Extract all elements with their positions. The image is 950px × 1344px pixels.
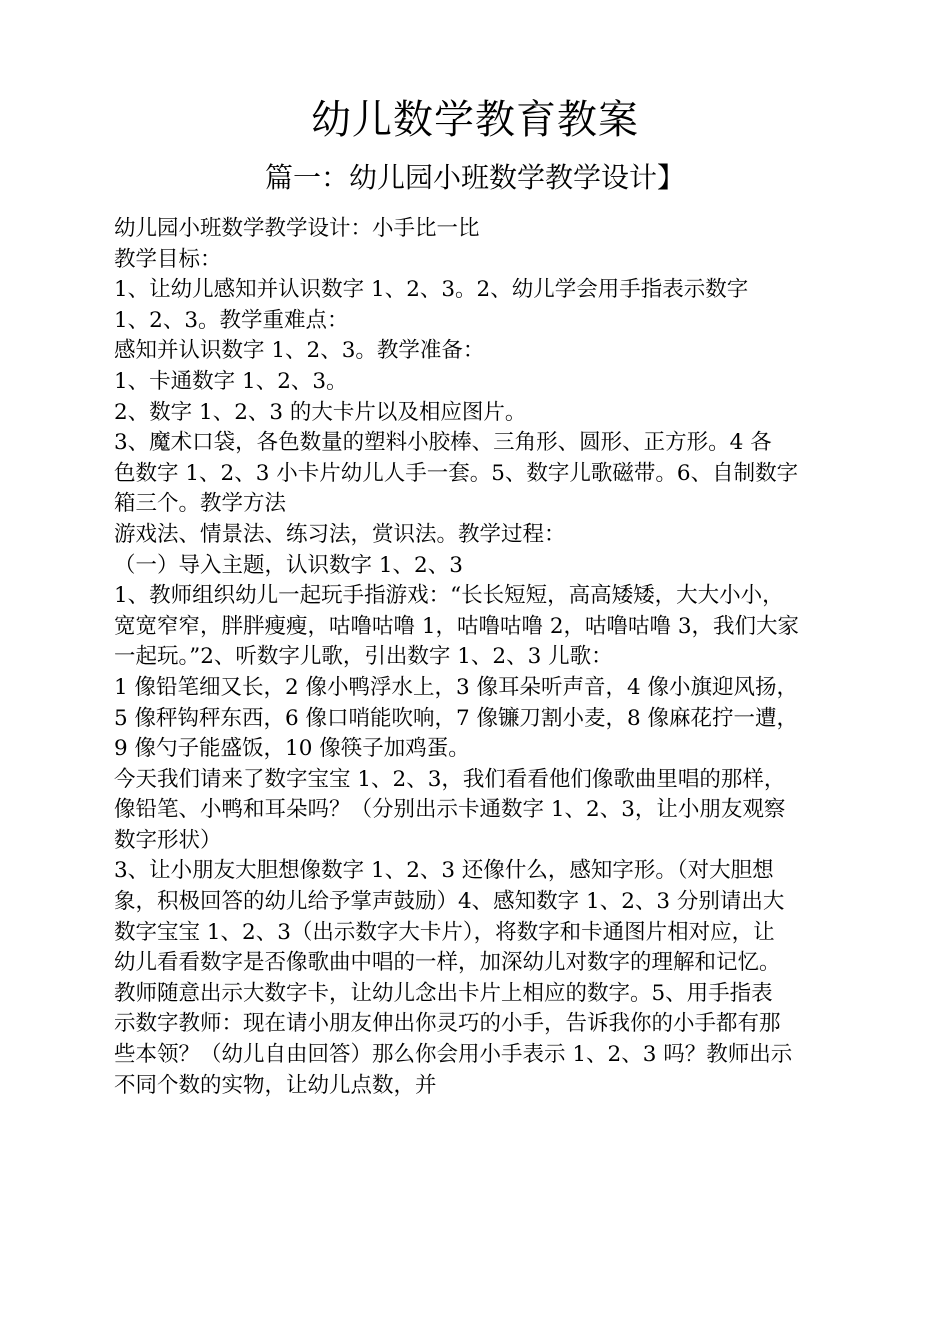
text-line: 像铅笔、小鸭和耳朵吗？（分别出示卡通数字 1、2、3，让小朋友观察 bbox=[114, 797, 786, 823]
text-line: 1 像铅笔细又长，2 像小鸭浮水上，3 像耳朵听声音，4 像小旗迎风扬， bbox=[114, 674, 799, 700]
text-line: 数字宝宝 1、2、3（出示数字大卡片），将数字和卡通图片相对应，让 bbox=[114, 919, 775, 945]
text-line: 教学目标： bbox=[114, 246, 222, 272]
text-line: 9 像勺子能盛饭，10 像筷子加鸡蛋。 bbox=[114, 736, 470, 762]
text-line: 游戏法、情景法、练习法，赏识法。教学过程： bbox=[114, 521, 566, 547]
text-line: 一起玩。”2、听数字儿歌，引出数字 1、2、3 儿歌： bbox=[114, 644, 613, 670]
text-line: 不同个数的实物，让幼儿点数，并 bbox=[114, 1072, 437, 1098]
text-line: （一）导入主题，认识数字 1、2、3 bbox=[114, 552, 463, 578]
text-line: 3、让小朋友大胆想像数字 1、2、3 还像什么，感知字形。（对大胆想 bbox=[114, 858, 774, 884]
text-line: 象，积极回答的幼儿给予掌声鼓励）4、感知数字 1、2、3 分别请出大 bbox=[114, 889, 785, 915]
document-subtitle: 篇一：幼儿园小班数学教学设计】 bbox=[264, 161, 685, 194]
text-line: 幼儿园小班数学教学设计：小手比一比 bbox=[114, 216, 480, 241]
text-line: 1、教师组织幼儿一起玩手指游戏：“长长短短，高高矮矮，大大小小， bbox=[114, 583, 784, 609]
text-line: 感知并认识数字 1、2、3。教学准备： bbox=[114, 338, 485, 364]
text-line: 3、魔术口袋，各色数量的塑料小胶棒、三角形、圆形、正方形。4 各 bbox=[114, 430, 772, 456]
text-line: 1、让幼儿感知并认识数字 1、2、3。2、幼儿学会用手指表示数字 bbox=[114, 277, 749, 303]
text-line: 宽宽窄窄，胖胖瘦瘦，咕噜咕噜 1，咕噜咕噜 2，咕噜咕噜 3，我们大家 bbox=[114, 613, 800, 639]
text-line: 2、数字 1、2、3 的大卡片以及相应图片。 bbox=[114, 399, 527, 425]
text-line: 教师随意出示大数字卡，让幼儿念出卡片上相应的数字。5、用手指表 bbox=[114, 980, 773, 1006]
text-line: 示数字教师：现在请小朋友伸出你灵巧的小手，告诉我你的小手都有那 bbox=[114, 1011, 781, 1037]
text-line: 今天我们请来了数字宝宝 1、2、3，我们看看他们像歌曲里唱的那样， bbox=[114, 766, 786, 792]
text-line: 1、卡通数字 1、2、3。 bbox=[114, 368, 348, 394]
text-line: 箱三个。教学方法 bbox=[114, 491, 287, 517]
document-title: 幼儿数学教育教案 bbox=[311, 97, 639, 143]
text-line: 1、2、3。教学重难点： bbox=[114, 307, 349, 333]
text-line: 数字形状） bbox=[114, 827, 222, 853]
text-line: 些本领？（幼儿自由回答）那么你会用小手表示 1、2、3 吗？教师出示 bbox=[114, 1042, 793, 1068]
text-line: 5 像秤钩秤东西，6 像口哨能吹响，7 像镰刀割小麦，8 像麻花拧一遭， bbox=[114, 705, 799, 731]
document-body bbox=[114, 214, 844, 1101]
text-line: 幼儿看看数字是否像歌曲中唱的一样，加深幼儿对数字的理解和记忆。 bbox=[114, 950, 781, 976]
text-line: 色数字 1、2、3 小卡片幼儿人手一套。5、数字儿歌磁带。6、自制数字 bbox=[114, 460, 799, 486]
